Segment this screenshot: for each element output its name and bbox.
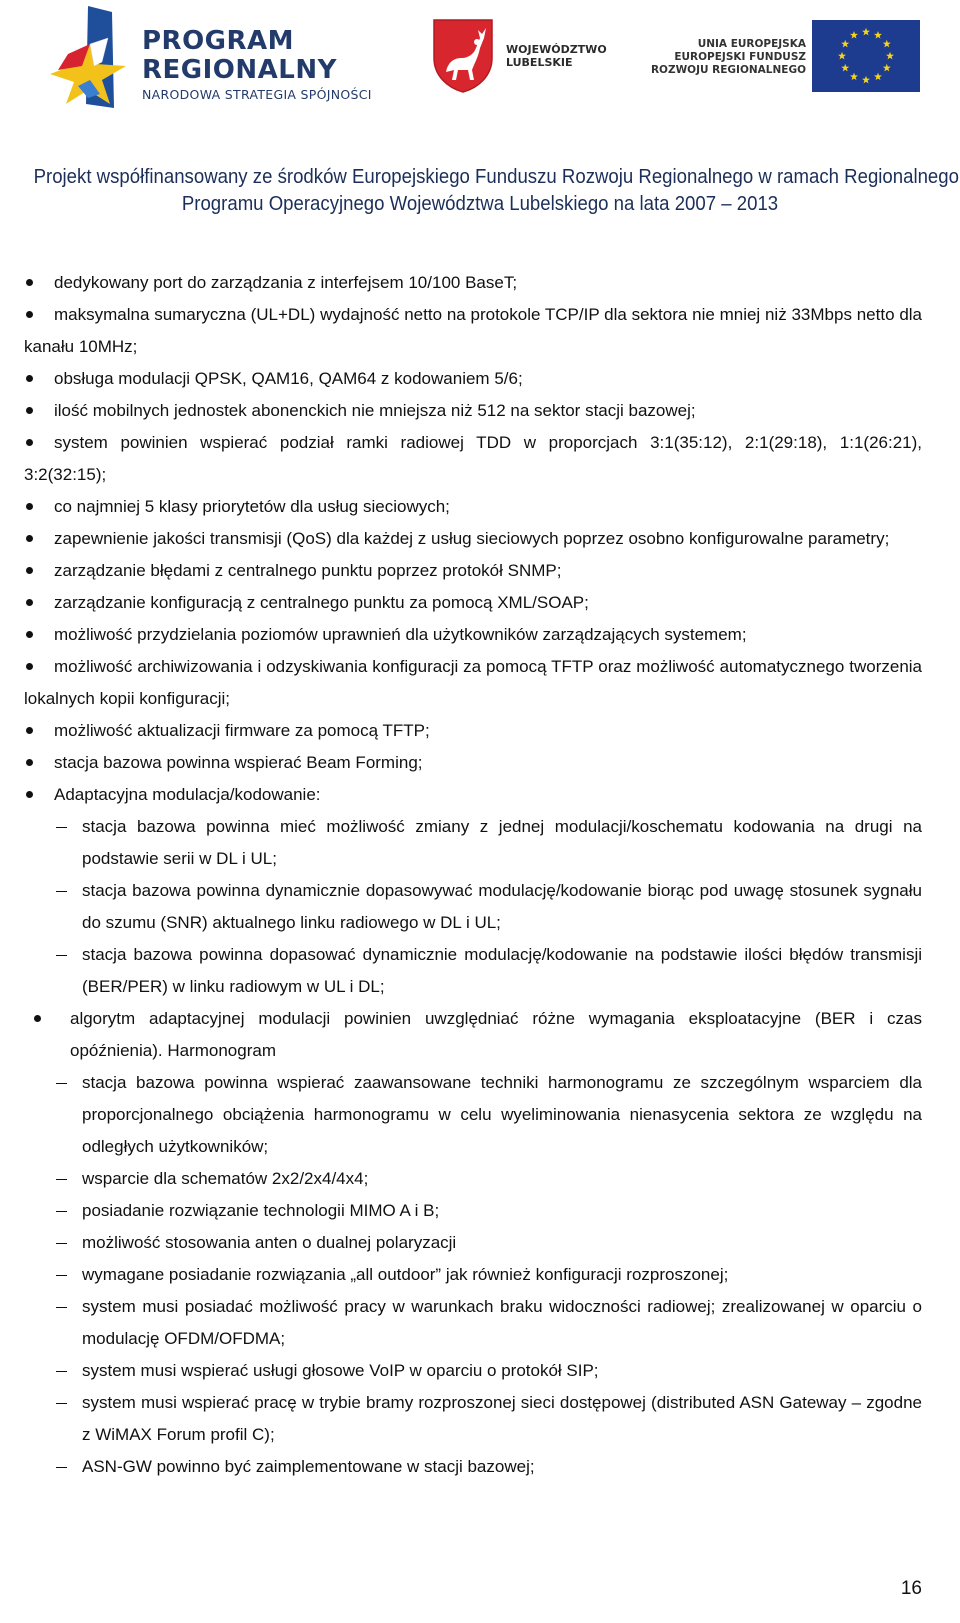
list-item-text: obsługa modulacji QPSK, QAM16, QAM64 z kodowaniem 5/6; (54, 369, 523, 388)
logo-line: REGIONALNY (142, 55, 337, 85)
list-item-text: ASN-GW powinno być zaimplementowane w stacji bazowej; (82, 1457, 535, 1476)
bullet-icon (26, 791, 33, 798)
wojewodztwo-wordmark (506, 44, 607, 69)
dash-icon (56, 1307, 67, 1308)
list-item (24, 1003, 922, 1067)
bullet-icon (26, 503, 33, 510)
dash-icon (56, 891, 67, 892)
list-item-text: posiadanie rozwiązanie technologii MIMO A i B; (82, 1201, 440, 1220)
caption-line: Projekt współfinansowany ze środków Europejskiego Funduszu Rozwoju Regionalnego w ramach Regionalnego (33, 166, 959, 188)
sub-list-item (24, 1387, 922, 1451)
list-item-text: dedykowany port do zarządzania z interfejsem 10/100 BaseT; (54, 273, 518, 292)
requirements-list (24, 267, 922, 1483)
dash-icon (56, 1467, 67, 1468)
dash-icon (56, 1211, 67, 1212)
list-item-text: możliwość archiwizowania i odzyskiwania konfiguracji za pomocą TFTP oraz możliwość automatycznego tworzenia lokalnych kopii konfiguracji; (24, 657, 922, 708)
bullet-icon (26, 759, 33, 766)
dash-icon (56, 955, 67, 956)
dash-icon (56, 1275, 67, 1276)
list-item-text: możliwość aktualizacji firmware za pomocą TFTP; (54, 721, 430, 740)
sub-list-item (24, 811, 922, 875)
logo-line: WOJEWÓDZTWO (506, 43, 607, 56)
header-logos (0, 0, 960, 130)
list-item-text: system musi posiadać możliwość pracy w warunkach braku widoczności radiowej; zrealizowanej w oparciu o modulację OFDM/OFDMA; (82, 1297, 922, 1348)
logo-tagline: NARODOWA STRATEGIA SPÓJNOŚCI (142, 87, 372, 102)
eu-wordmark (651, 38, 806, 77)
bullet-icon (26, 439, 33, 446)
list-item-text: możliwość stosowania anten o dualnej polaryzacji (82, 1233, 457, 1252)
page-number: 16 (900, 1578, 922, 1599)
list-item-text: stacja bazowa powinna dynamicznie dopasowywać modulację/kodowanie biorąc pod uwagę stosunek sygnału do szumu (SNR) aktualnego linku radiowego w DL i UL; (82, 881, 922, 932)
bullet-icon (26, 599, 33, 606)
eu-flag-icon (812, 20, 920, 92)
dash-icon (56, 827, 67, 828)
list-item (24, 619, 922, 651)
list-item-text: zapewnienie jakości transmisji (QoS) dla każdej z usług sieciowych poprzez osobno konfigurowalne parametry; (54, 529, 890, 548)
program-regionalny-wordmark (142, 28, 372, 102)
list-item-text: stacja bazowa powinna wspierać zaawansowane techniki harmonogramu ze szczególnym wsparciem dla proporcjonalnego obciążenia harmonogramu w celu wyeliminowania nienasycenia sektora ze względu na odległych użytkowników; (82, 1073, 922, 1156)
wojewodztwo-lubelskie-logo (432, 18, 632, 94)
logo-line: LUBELSKIE (506, 55, 573, 69)
sub-list-item (24, 1067, 922, 1163)
caption-line: Programu Operacyjnego Województwa Lubelskiego na lata 2007 – 2013 (181, 193, 779, 215)
bullet-icon (26, 311, 33, 318)
list-item-text: wymagane posiadanie rozwiązania „all outdoor” jak również konfiguracji rozproszonej; (82, 1265, 729, 1284)
list-item-text: zarządzanie konfiguracją z centralnego punktu za pomocą XML/SOAP; (54, 593, 589, 612)
sub-list-item (24, 1195, 922, 1227)
list-item-text: stacja bazowa powinna mieć możliwość zmiany z jednej modulacji/koschematu kodowania na drugi na podstawie serii w DL i UL; (82, 817, 922, 868)
list-item-text: możliwość przydzielania poziomów uprawnień dla użytkowników zarządzających systemem; (54, 625, 747, 644)
sub-list-item (24, 875, 922, 939)
bullet-icon (26, 567, 33, 574)
sub-list-item (24, 1227, 922, 1259)
list-item-text: algorytm adaptacyjnej modulacji powinien uwzględniać różne wymagania eksploatacyjne (BER i czas opóźnienia). Harmonogram (70, 1009, 922, 1060)
list-item (24, 651, 922, 715)
logo-line: ROZWOJU REGIONALNEGO (650, 64, 806, 77)
program-regionalny-logo (48, 4, 388, 114)
list-item (24, 587, 922, 619)
sub-list-item (24, 1291, 922, 1355)
list-item (24, 523, 922, 555)
list-item (24, 427, 922, 491)
list-item-text: wsparcie dla schematów 2x2/2x4/4x4; (82, 1169, 369, 1188)
list-item (24, 779, 922, 811)
list-item (24, 555, 922, 587)
list-item-text: stacja bazowa powinna wspierać Beam Forming; (54, 753, 423, 772)
dash-icon (56, 1243, 67, 1244)
list-item (24, 715, 922, 747)
cofinancing-caption (33, 164, 959, 218)
logo-line: EUROPEJSKI FUNDUSZ (674, 51, 806, 64)
list-item-text: ilość mobilnych jednostek abonenckich nie mniejsza niż 512 na sektor stacji bazowej; (54, 401, 696, 420)
list-item (24, 395, 922, 427)
list-item (24, 267, 922, 299)
bullet-icon (34, 1015, 41, 1022)
list-item-text: system musi wspierać usługi głosowe VoIP w oparciu o protokół SIP; (82, 1361, 599, 1380)
list-item-text: stacja bazowa powinna dopasować dynamicznie modulację/kodowanie na podstawie ilości błędów transmisji (BER/PER) w linku radiowym w UL i DL; (82, 945, 922, 996)
bullet-icon (26, 535, 33, 542)
bullet-icon (26, 375, 33, 382)
sub-list-item (24, 1451, 922, 1483)
sub-list-item (24, 1355, 922, 1387)
list-item (24, 299, 922, 363)
sub-list-item (24, 1163, 922, 1195)
dash-icon (56, 1083, 67, 1084)
dash-icon (56, 1403, 67, 1404)
logo-line: UNIA EUROPEJSKA (697, 38, 806, 50)
list-item-text: zarządzanie błędami z centralnego punktu poprzez protokół SNMP; (54, 561, 562, 580)
coat-of-arms-icon (432, 18, 494, 94)
bullet-icon (26, 727, 33, 734)
list-item-text: Adaptacyjna modulacja/kodowanie: (54, 785, 321, 804)
list-item-text: co najmniej 5 klasy priorytetów dla usług sieciowych; (54, 497, 450, 516)
star-emblem-icon (48, 4, 128, 112)
bullet-icon (26, 407, 33, 414)
list-item-text: maksymalna sumaryczna (UL+DL) wydajność netto na protokole TCP/IP dla sektora nie mniej niż 33Mbps netto dla kanału 10MHz; (24, 305, 922, 356)
bullet-icon (26, 631, 33, 638)
list-item (24, 363, 922, 395)
list-item-text: system musi wspierać pracę w trybie bramy rozproszonej sieci dostępowej (distributed ASN Gateway – zgodne z WiMAX Forum profil C); (82, 1393, 922, 1444)
sub-list-item (24, 1259, 922, 1291)
sub-list-item (24, 939, 922, 1003)
bullet-icon (26, 663, 33, 670)
unia-europejska-logo (648, 20, 924, 96)
dash-icon (56, 1179, 67, 1180)
list-item-text: system powinien wspierać podział ramki radiowej TDD w proporcjach 3:1(35:12), 2:1(29:18), 1:1(26:21), 3:2(32:15); (24, 433, 922, 484)
dash-icon (56, 1371, 67, 1372)
list-item (24, 491, 922, 523)
bullet-icon (26, 279, 33, 286)
logo-line: PROGRAM (142, 26, 295, 56)
list-item (24, 747, 922, 779)
